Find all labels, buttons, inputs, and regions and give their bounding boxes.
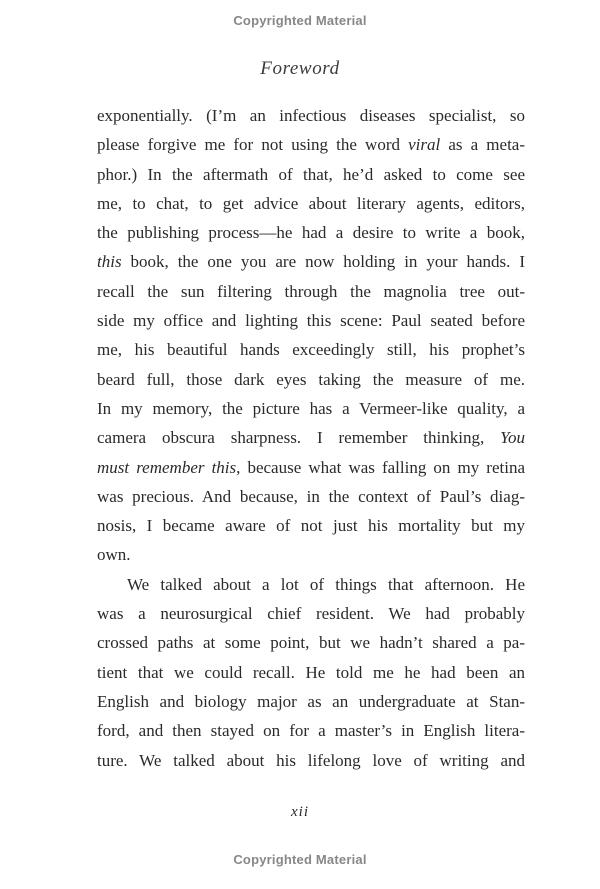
text-segment: camera obscura sharpness. I remember thinking, (97, 428, 501, 448)
text-segment: the publishing process—he had a desire to write a book, (97, 223, 525, 243)
text-line (97, 511, 525, 540)
text-segment: ford, and then stayed on for a master’s in English litera- (97, 721, 525, 741)
text-segment: tient that we could recall. He told me he had been an (97, 662, 525, 682)
text-segment: ture. We talked about his lifelong love of writing and (97, 750, 525, 770)
text-segment: nosis, I became aware of not just his mortality but my (97, 516, 525, 536)
text-line (97, 628, 525, 657)
text-line (97, 365, 525, 394)
text-line (97, 160, 525, 189)
text-line (97, 423, 525, 452)
text-line (97, 599, 525, 628)
text-segment: English and biology major as an undergraduate at Stan- (97, 691, 525, 711)
text-line (97, 101, 525, 130)
text-segment: please forgive me for not using the word (97, 135, 409, 155)
text-line (97, 746, 525, 775)
text-line (97, 277, 525, 306)
text-segment: me, to chat, to get advice about literary agents, editors, (97, 193, 525, 213)
text-segment: beard full, those dark eyes taking the measure of me. (97, 369, 525, 389)
text-line (97, 247, 525, 276)
text-segment: We talked about a lot of things that afternoon. He (127, 574, 525, 594)
text-line (97, 687, 525, 716)
text-segment: exponentially. (I’m an infectious diseases specialist, so (97, 106, 525, 125)
text-segment: , because what was falling on my retina (236, 457, 525, 477)
italic-text-segment: must remember this (97, 457, 237, 477)
page-number: xii (291, 804, 309, 820)
text-line (97, 540, 525, 569)
body-text (97, 101, 525, 775)
text-segment: side my office and lighting this scene: Paul seated before (97, 311, 525, 331)
text-line (97, 453, 525, 482)
text-segment: me, his beautiful hands exceedingly still, his prophet’s (97, 340, 525, 360)
italic-text-segment: this (97, 252, 122, 272)
foreword-heading: Foreword (260, 58, 340, 79)
text-segment: own. (97, 545, 131, 565)
text-line (97, 335, 525, 364)
text-line (97, 482, 525, 511)
italic-text-segment: You (500, 428, 525, 448)
text-line (97, 570, 525, 599)
text-segment: recall the sun filtering through the magnolia tree out- (97, 281, 525, 301)
text-line (97, 306, 525, 335)
text-line (97, 658, 525, 687)
copyright-banner-bottom: Copyrighted Material (233, 852, 367, 867)
text-segment: as a meta- (440, 135, 525, 155)
copyright-banner-top: Copyrighted Material (233, 13, 367, 28)
text-segment: In my memory, the picture has a Vermeer-like quality, a (97, 398, 525, 418)
text-segment: was a neurosurgical chief resident. We had probably (97, 604, 525, 624)
text-line (97, 716, 525, 745)
text-segment: crossed paths at some point, but we hadn’t shared a pa- (97, 633, 525, 653)
text-segment: was precious. And because, in the context of Paul’s diag- (97, 486, 525, 506)
italic-text-segment: viral (408, 135, 441, 155)
text-line (97, 130, 525, 159)
text-line (97, 218, 525, 247)
text-segment: book, the one you are now holding in your hands. I (121, 252, 525, 272)
text-line (97, 394, 525, 423)
text-line (97, 189, 525, 218)
text-segment: phor.) In the aftermath of that, he’d asked to come see (97, 164, 525, 184)
